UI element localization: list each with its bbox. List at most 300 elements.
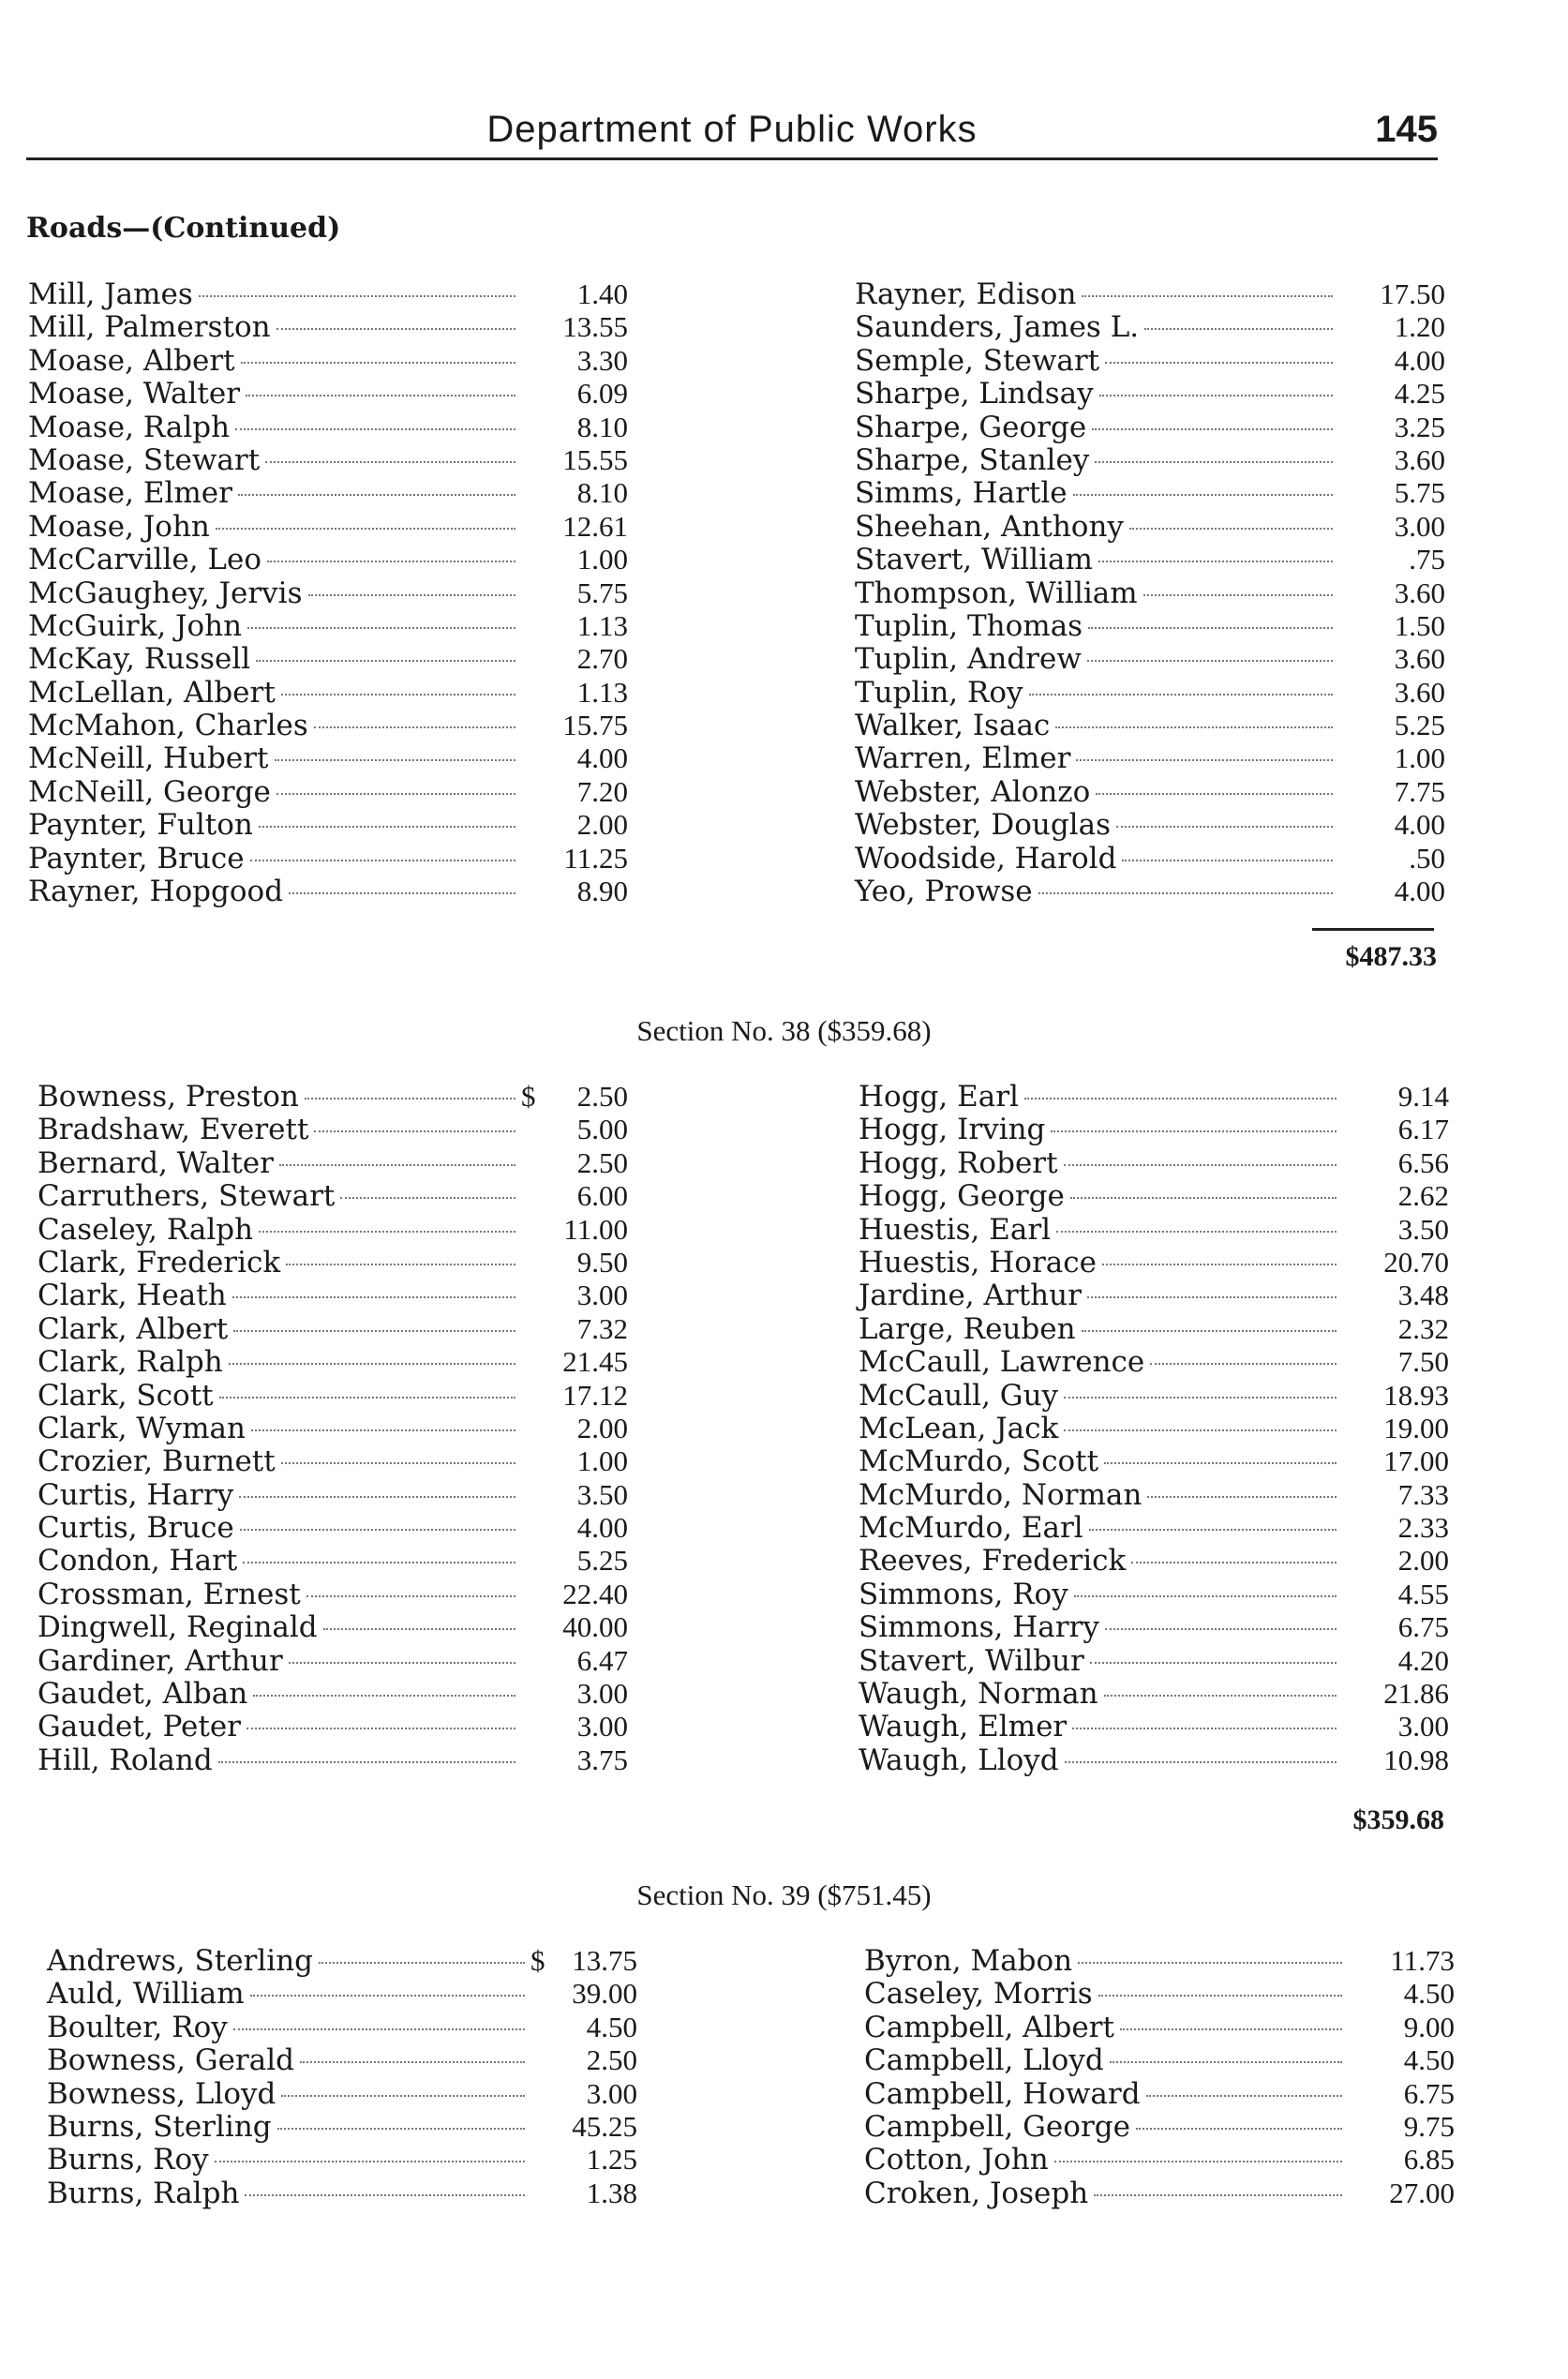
list-item xyxy=(855,310,1445,343)
roads-right-column xyxy=(855,277,1445,907)
dot-leader xyxy=(277,2128,525,2130)
list-item xyxy=(47,2177,637,2209)
payee-name: Tuplin, Andrew xyxy=(855,642,1082,677)
payee-amount: 2.00 xyxy=(1397,1544,1449,1578)
dot-leader xyxy=(275,759,516,761)
dot-leader xyxy=(1144,328,1333,330)
list-item xyxy=(28,344,628,377)
payee-name: Stavert, Wilbur xyxy=(859,1643,1084,1678)
dot-leader xyxy=(1102,1264,1337,1265)
dot-leader xyxy=(1078,1962,1342,1964)
list-item xyxy=(859,1444,1449,1477)
payee-name: Hill, Roland xyxy=(37,1743,213,1777)
dot-leader xyxy=(281,694,515,696)
dot-leader xyxy=(1024,1098,1337,1100)
dot-leader xyxy=(323,1628,515,1630)
payee-amount: 40.00 xyxy=(562,1610,628,1644)
list-item xyxy=(28,609,628,642)
payee-name: Campbell, Albert xyxy=(864,2010,1114,2044)
payee-name: Mill, Palmerston xyxy=(28,310,271,345)
payee-amount: 19.00 xyxy=(1383,1411,1449,1444)
dot-leader xyxy=(1070,1197,1337,1199)
dot-leader xyxy=(1098,561,1333,562)
dot-leader xyxy=(286,1264,515,1265)
list-item xyxy=(37,1379,628,1412)
list-item xyxy=(28,476,628,509)
dot-leader xyxy=(1105,1628,1337,1630)
section-38-heading: Section No. 38 ($359.68) xyxy=(636,1014,932,1047)
dot-leader xyxy=(259,1231,515,1233)
dot-leader xyxy=(1054,2161,1342,2162)
payee-name: Cotton, John xyxy=(864,2143,1049,2177)
dot-leader xyxy=(251,1429,515,1431)
dot-leader xyxy=(1098,1995,1342,1997)
dot-leader xyxy=(232,1296,515,1298)
dot-leader xyxy=(1082,295,1333,297)
payee-name: Webster, Alonzo xyxy=(855,774,1091,809)
payee-name: Curtis, Harry xyxy=(37,1477,234,1512)
list-item xyxy=(37,1511,628,1544)
list-item xyxy=(855,543,1445,576)
payee-name: Walker, Isaac xyxy=(855,709,1051,743)
list-item xyxy=(28,842,628,875)
dot-leader xyxy=(1064,1397,1337,1399)
payee-amount: 8.10 xyxy=(576,476,628,510)
dot-leader xyxy=(1146,2095,1342,2097)
list-item xyxy=(28,741,628,774)
list-item xyxy=(859,1710,1449,1743)
dot-leader xyxy=(1105,362,1333,364)
payee-name: Burns, Sterling xyxy=(47,2109,272,2144)
dot-leader xyxy=(308,594,515,596)
payee-name: McMurdo, Earl xyxy=(859,1511,1083,1546)
dot-leader xyxy=(229,1363,515,1365)
payee-amount: 6.47 xyxy=(576,1643,628,1677)
dot-leader xyxy=(281,2095,525,2097)
payee-amount: 6.56 xyxy=(1397,1145,1449,1179)
page-title: Department of Public Works xyxy=(486,109,978,150)
section-39-right-column xyxy=(864,1944,1455,2209)
dot-leader xyxy=(265,461,515,463)
payee-name: Bowness, Gerald xyxy=(47,2043,294,2078)
dot-leader xyxy=(314,1130,515,1132)
payee-name: Waugh, Norman xyxy=(859,1677,1098,1712)
payee-name: McLellan, Albert xyxy=(28,675,276,710)
list-item xyxy=(855,377,1445,410)
dot-leader xyxy=(233,1330,515,1332)
payee-amount: 11.73 xyxy=(1390,1944,1455,1977)
dot-leader xyxy=(239,1496,515,1498)
payee-name: McLean, Jack xyxy=(859,1411,1059,1445)
payee-name: McCaull, Guy xyxy=(859,1378,1059,1413)
dollar-sign: $ xyxy=(530,1944,545,1977)
dot-leader xyxy=(241,362,515,364)
list-item xyxy=(859,1743,1449,1776)
payee-name: Mill, James xyxy=(28,277,193,311)
dot-leader xyxy=(1090,1662,1337,1664)
list-item xyxy=(855,277,1445,310)
dot-leader xyxy=(253,1695,515,1697)
payee-name: McGuirk, John xyxy=(28,608,243,643)
list-item xyxy=(855,510,1445,543)
payee-name: Boulter, Roy xyxy=(47,2010,228,2044)
dot-leader xyxy=(199,295,515,297)
list-item xyxy=(855,576,1445,609)
dot-leader xyxy=(1092,428,1333,430)
payee-amount: 10.98 xyxy=(1383,1743,1449,1776)
dot-leader xyxy=(279,1164,515,1166)
list-item xyxy=(855,741,1445,774)
payee-name: Moase, Walter xyxy=(28,377,241,411)
dot-leader xyxy=(216,528,515,530)
payee-name: Moase, John xyxy=(28,509,210,544)
payee-amount: 9.50 xyxy=(576,1245,628,1279)
payee-amount: 4.50 xyxy=(586,2010,637,2043)
payee-amount: 2.70 xyxy=(576,642,628,676)
list-item xyxy=(859,1345,1449,1378)
payee-name: Croken, Joseph xyxy=(864,2176,1089,2210)
dot-leader xyxy=(1074,1595,1337,1597)
payee-amount: 3.50 xyxy=(576,1477,628,1511)
roads-left-column xyxy=(28,277,628,907)
payee-amount: 4.50 xyxy=(1403,1977,1455,2011)
list-item xyxy=(855,808,1445,841)
dot-leader xyxy=(276,328,515,330)
payee-amount: 1.13 xyxy=(576,608,628,642)
payee-amount: 2.33 xyxy=(1397,1511,1449,1545)
payee-amount: 17.12 xyxy=(562,1378,628,1412)
dot-leader xyxy=(1064,1164,1337,1166)
payee-amount: 21.45 xyxy=(562,1345,628,1379)
payee-amount: 6.85 xyxy=(1403,2143,1455,2177)
payee-name: Waugh, Lloyd xyxy=(859,1743,1059,1777)
list-item xyxy=(859,1677,1449,1710)
list-item xyxy=(37,1743,628,1776)
dot-leader xyxy=(300,2061,525,2063)
payee-amount: 17.00 xyxy=(1383,1444,1449,1478)
dot-leader xyxy=(289,892,515,894)
payee-name: McMahon, Charles xyxy=(28,709,308,743)
list-item xyxy=(859,1412,1449,1444)
payee-amount: 9.14 xyxy=(1397,1080,1449,1113)
payee-name: Auld, William xyxy=(47,1977,245,2012)
payee-name: McKay, Russell xyxy=(28,642,251,677)
list-item xyxy=(855,642,1445,675)
payee-amount: 3.50 xyxy=(1397,1212,1449,1246)
payee-amount: 1.00 xyxy=(576,543,628,576)
dot-leader xyxy=(245,2194,525,2196)
list-item xyxy=(859,1146,1449,1179)
payee-name: Clark, Frederick xyxy=(37,1245,281,1279)
dot-leader xyxy=(340,1197,515,1199)
list-item xyxy=(859,1478,1449,1511)
payee-amount: 18.93 xyxy=(1383,1378,1449,1412)
payee-amount: 7.20 xyxy=(576,774,628,808)
payee-name: Sheehan, Anthony xyxy=(855,509,1124,544)
list-item xyxy=(37,1345,628,1378)
payee-name: Crozier, Burnett xyxy=(37,1444,276,1479)
payee-name: Gardiner, Arthur xyxy=(37,1643,283,1678)
payee-name: Webster, Douglas xyxy=(855,808,1111,843)
payee-amount: 7.75 xyxy=(1394,774,1445,808)
dollar-sign: $ xyxy=(521,1080,536,1113)
payee-amount: 8.90 xyxy=(576,875,628,908)
payee-name: Caseley, Ralph xyxy=(37,1212,254,1247)
payee-amount: .75 xyxy=(1409,543,1445,576)
list-item xyxy=(37,1710,628,1743)
list-item xyxy=(28,277,628,310)
payee-name: Warren, Elmer xyxy=(855,741,1071,776)
list-item xyxy=(859,1511,1449,1544)
payee-amount: 6.75 xyxy=(1403,2076,1455,2110)
dot-leader xyxy=(1064,1429,1337,1431)
dot-leader xyxy=(1136,2128,1342,2130)
payee-name: Simmons, Harry xyxy=(859,1610,1099,1645)
payee-amount: 6.17 xyxy=(1397,1113,1449,1146)
list-item xyxy=(28,775,628,808)
payee-amount: 7.50 xyxy=(1397,1345,1449,1379)
dot-leader xyxy=(256,660,515,662)
list-item xyxy=(28,576,628,609)
dot-leader xyxy=(306,1595,515,1597)
payee-name: McCaull, Lawrence xyxy=(859,1345,1145,1380)
list-item xyxy=(37,1179,628,1212)
list-item xyxy=(859,1644,1449,1677)
payee-amount: 3.00 xyxy=(576,1279,628,1312)
list-item xyxy=(859,1213,1449,1246)
payee-name: Caseley, Morris xyxy=(864,1977,1093,2012)
dot-leader xyxy=(233,2028,525,2030)
dot-leader xyxy=(1088,627,1333,629)
payee-name: Large, Reuben xyxy=(859,1311,1076,1346)
list-item xyxy=(37,1312,628,1345)
dot-leader xyxy=(1147,1496,1337,1498)
payee-name: McCarville, Leo xyxy=(28,543,262,577)
payee-amount: 2.32 xyxy=(1397,1311,1449,1345)
list-item xyxy=(37,1610,628,1643)
dot-leader xyxy=(1051,1130,1337,1132)
payee-name: Carruthers, Stewart xyxy=(37,1179,336,1214)
payee-amount: 27.00 xyxy=(1389,2176,1455,2209)
payee-amount: 39.00 xyxy=(572,1977,637,2011)
roads-total: $487.33 xyxy=(1345,941,1437,972)
payee-name: Campbell, George xyxy=(864,2109,1130,2144)
payee-amount: 3.60 xyxy=(1394,642,1445,676)
list-item xyxy=(28,377,628,410)
dot-leader xyxy=(218,1761,515,1763)
dot-leader xyxy=(1056,1231,1337,1233)
list-item xyxy=(864,2043,1455,2076)
dot-leader xyxy=(319,1962,525,1964)
dot-leader xyxy=(1129,528,1333,530)
list-item xyxy=(37,1677,628,1710)
payee-name: Huestis, Horace xyxy=(859,1245,1097,1279)
dot-leader xyxy=(1087,1296,1337,1298)
payee-name: Paynter, Fulton xyxy=(28,808,253,843)
list-item xyxy=(859,1113,1449,1145)
list-item xyxy=(28,543,628,576)
payee-name: Clark, Ralph xyxy=(37,1345,223,1380)
payee-name: Bowness, Lloyd xyxy=(47,2076,276,2111)
payee-amount: 3.00 xyxy=(1397,1710,1449,1743)
payee-name: Bernard, Walter xyxy=(37,1145,274,1180)
payee-name: Woodside, Harold xyxy=(855,841,1117,875)
payee-name: Rayner, Hopgood xyxy=(28,875,284,909)
payee-name: Hogg, Earl xyxy=(859,1080,1019,1114)
list-item xyxy=(28,510,628,543)
dot-leader xyxy=(289,1662,515,1664)
payee-amount: .50 xyxy=(1409,841,1445,875)
list-item xyxy=(855,344,1445,377)
payee-name: Clark, Heath xyxy=(37,1279,227,1313)
dot-leader xyxy=(1055,726,1333,728)
payee-amount: 6.75 xyxy=(1397,1610,1449,1644)
section-39-left-column xyxy=(47,1944,637,2209)
list-item xyxy=(47,2143,637,2176)
payee-name: Sharpe, Lindsay xyxy=(855,377,1094,411)
payee-amount: 20.70 xyxy=(1383,1245,1449,1279)
payee-name: McNeill, George xyxy=(28,774,271,809)
dot-leader xyxy=(246,1728,515,1729)
dot-leader xyxy=(250,860,515,861)
dot-leader xyxy=(1089,1529,1337,1531)
payee-name: McNeill, Hubert xyxy=(28,741,269,776)
list-item xyxy=(864,1944,1455,1977)
list-item xyxy=(37,1578,628,1610)
dot-leader xyxy=(314,726,515,728)
list-item xyxy=(28,709,628,741)
payee-amount: 3.48 xyxy=(1397,1279,1449,1312)
payee-name: Sharpe, George xyxy=(855,410,1087,444)
payee-name: Thompson, William xyxy=(855,576,1138,610)
page-number: 145 xyxy=(1375,109,1438,150)
list-item xyxy=(859,1279,1449,1311)
list-item xyxy=(864,2110,1455,2143)
list-item xyxy=(859,1578,1449,1610)
dot-leader xyxy=(281,1462,515,1464)
list-item xyxy=(28,875,628,907)
list-item xyxy=(855,875,1445,907)
list-item xyxy=(855,476,1445,509)
list-item xyxy=(864,2077,1455,2110)
dot-leader xyxy=(219,1397,515,1399)
payee-amount: 2.00 xyxy=(576,808,628,842)
payee-name: McGaughey, Jervis xyxy=(28,576,303,610)
payee-name: Crossman, Ernest xyxy=(37,1577,301,1611)
payee-amount: 3.60 xyxy=(1394,442,1445,476)
payee-amount: 3.25 xyxy=(1394,410,1445,443)
total-rule xyxy=(1312,928,1434,931)
list-item xyxy=(37,1478,628,1511)
list-item xyxy=(855,709,1445,741)
list-item xyxy=(855,609,1445,642)
dot-leader xyxy=(1072,1728,1337,1729)
payee-name: Dingwell, Reginald xyxy=(37,1610,318,1645)
payee-amount: 4.00 xyxy=(1394,343,1445,377)
payee-amount: 4.55 xyxy=(1397,1577,1449,1610)
payee-amount: 4.00 xyxy=(1394,875,1445,908)
payee-amount: 3.30 xyxy=(576,343,628,377)
payee-name: Jardine, Arthur xyxy=(859,1279,1082,1313)
payee-amount: 17.50 xyxy=(1380,277,1445,310)
payee-name: Simms, Hartle xyxy=(855,476,1068,511)
payee-amount: 45.25 xyxy=(572,2109,637,2143)
payee-name: Moase, Elmer xyxy=(28,476,232,511)
dot-leader xyxy=(250,1995,525,1997)
dot-leader xyxy=(1131,1562,1337,1564)
payee-name: Bradshaw, Everett xyxy=(37,1113,309,1147)
dot-leader xyxy=(1110,2061,1342,2063)
page-header xyxy=(26,105,1438,160)
list-item xyxy=(864,1977,1455,2010)
payee-name: McMurdo, Norman xyxy=(859,1477,1142,1512)
list-item xyxy=(855,775,1445,808)
payee-amount: 1.25 xyxy=(586,2143,637,2177)
dot-leader xyxy=(259,826,515,828)
dot-leader xyxy=(1095,461,1333,463)
list-item xyxy=(855,676,1445,709)
dot-leader xyxy=(1122,860,1333,861)
list-item xyxy=(47,2110,637,2143)
payee-name: Moase, Ralph xyxy=(28,410,231,444)
payee-name: Simmons, Roy xyxy=(859,1577,1068,1611)
payee-amount: 9.00 xyxy=(1403,2010,1455,2043)
payee-name: Paynter, Bruce xyxy=(28,841,245,875)
dot-leader xyxy=(1073,494,1333,496)
list-item xyxy=(37,1146,628,1179)
dot-leader xyxy=(243,1562,515,1564)
list-item xyxy=(37,1246,628,1279)
list-item xyxy=(37,1412,628,1444)
payee-amount: 1.38 xyxy=(586,2176,637,2209)
payee-amount: 11.00 xyxy=(563,1212,628,1246)
payee-amount: 5.25 xyxy=(576,1544,628,1578)
dot-leader xyxy=(267,561,515,562)
payee-amount: 1.40 xyxy=(576,277,628,310)
list-item xyxy=(28,676,628,709)
list-item xyxy=(28,443,628,476)
list-item xyxy=(37,1213,628,1246)
section-38-left-column xyxy=(37,1080,628,1776)
payee-name: Semple, Stewart xyxy=(855,343,1100,378)
payee-name: Andrews, Sterling xyxy=(47,1944,314,1978)
payee-name: Saunders, James L. xyxy=(855,310,1140,345)
dot-leader xyxy=(240,1529,515,1531)
payee-amount: 12.61 xyxy=(562,509,628,543)
payee-amount: 5.00 xyxy=(576,1113,628,1146)
list-item xyxy=(855,411,1445,443)
list-item xyxy=(37,1444,628,1477)
payee-amount: 3.60 xyxy=(1394,675,1445,709)
payee-amount: 1.20 xyxy=(1394,310,1445,344)
payee-name: Burns, Ralph xyxy=(47,2176,240,2210)
payee-amount: 4.50 xyxy=(1403,2043,1455,2077)
list-item xyxy=(47,1944,637,1977)
payee-name: Bowness, Preston xyxy=(37,1080,299,1114)
payee-amount: 5.25 xyxy=(1394,709,1445,742)
payee-amount: 5.75 xyxy=(1394,476,1445,510)
payee-amount: 6.00 xyxy=(576,1179,628,1213)
payee-amount: 2.50 xyxy=(586,2043,637,2077)
payee-name: McMurdo, Scott xyxy=(859,1444,1099,1479)
section-39-heading: Section No. 39 ($751.45) xyxy=(636,1878,932,1911)
payee-amount: 7.33 xyxy=(1397,1477,1449,1511)
payee-name: Huestis, Earl xyxy=(859,1212,1052,1247)
payee-name: Moase, Stewart xyxy=(28,442,261,477)
dot-leader xyxy=(1094,2194,1342,2196)
list-item xyxy=(859,1379,1449,1412)
payee-name: Byron, Mabon xyxy=(864,1944,1073,1978)
